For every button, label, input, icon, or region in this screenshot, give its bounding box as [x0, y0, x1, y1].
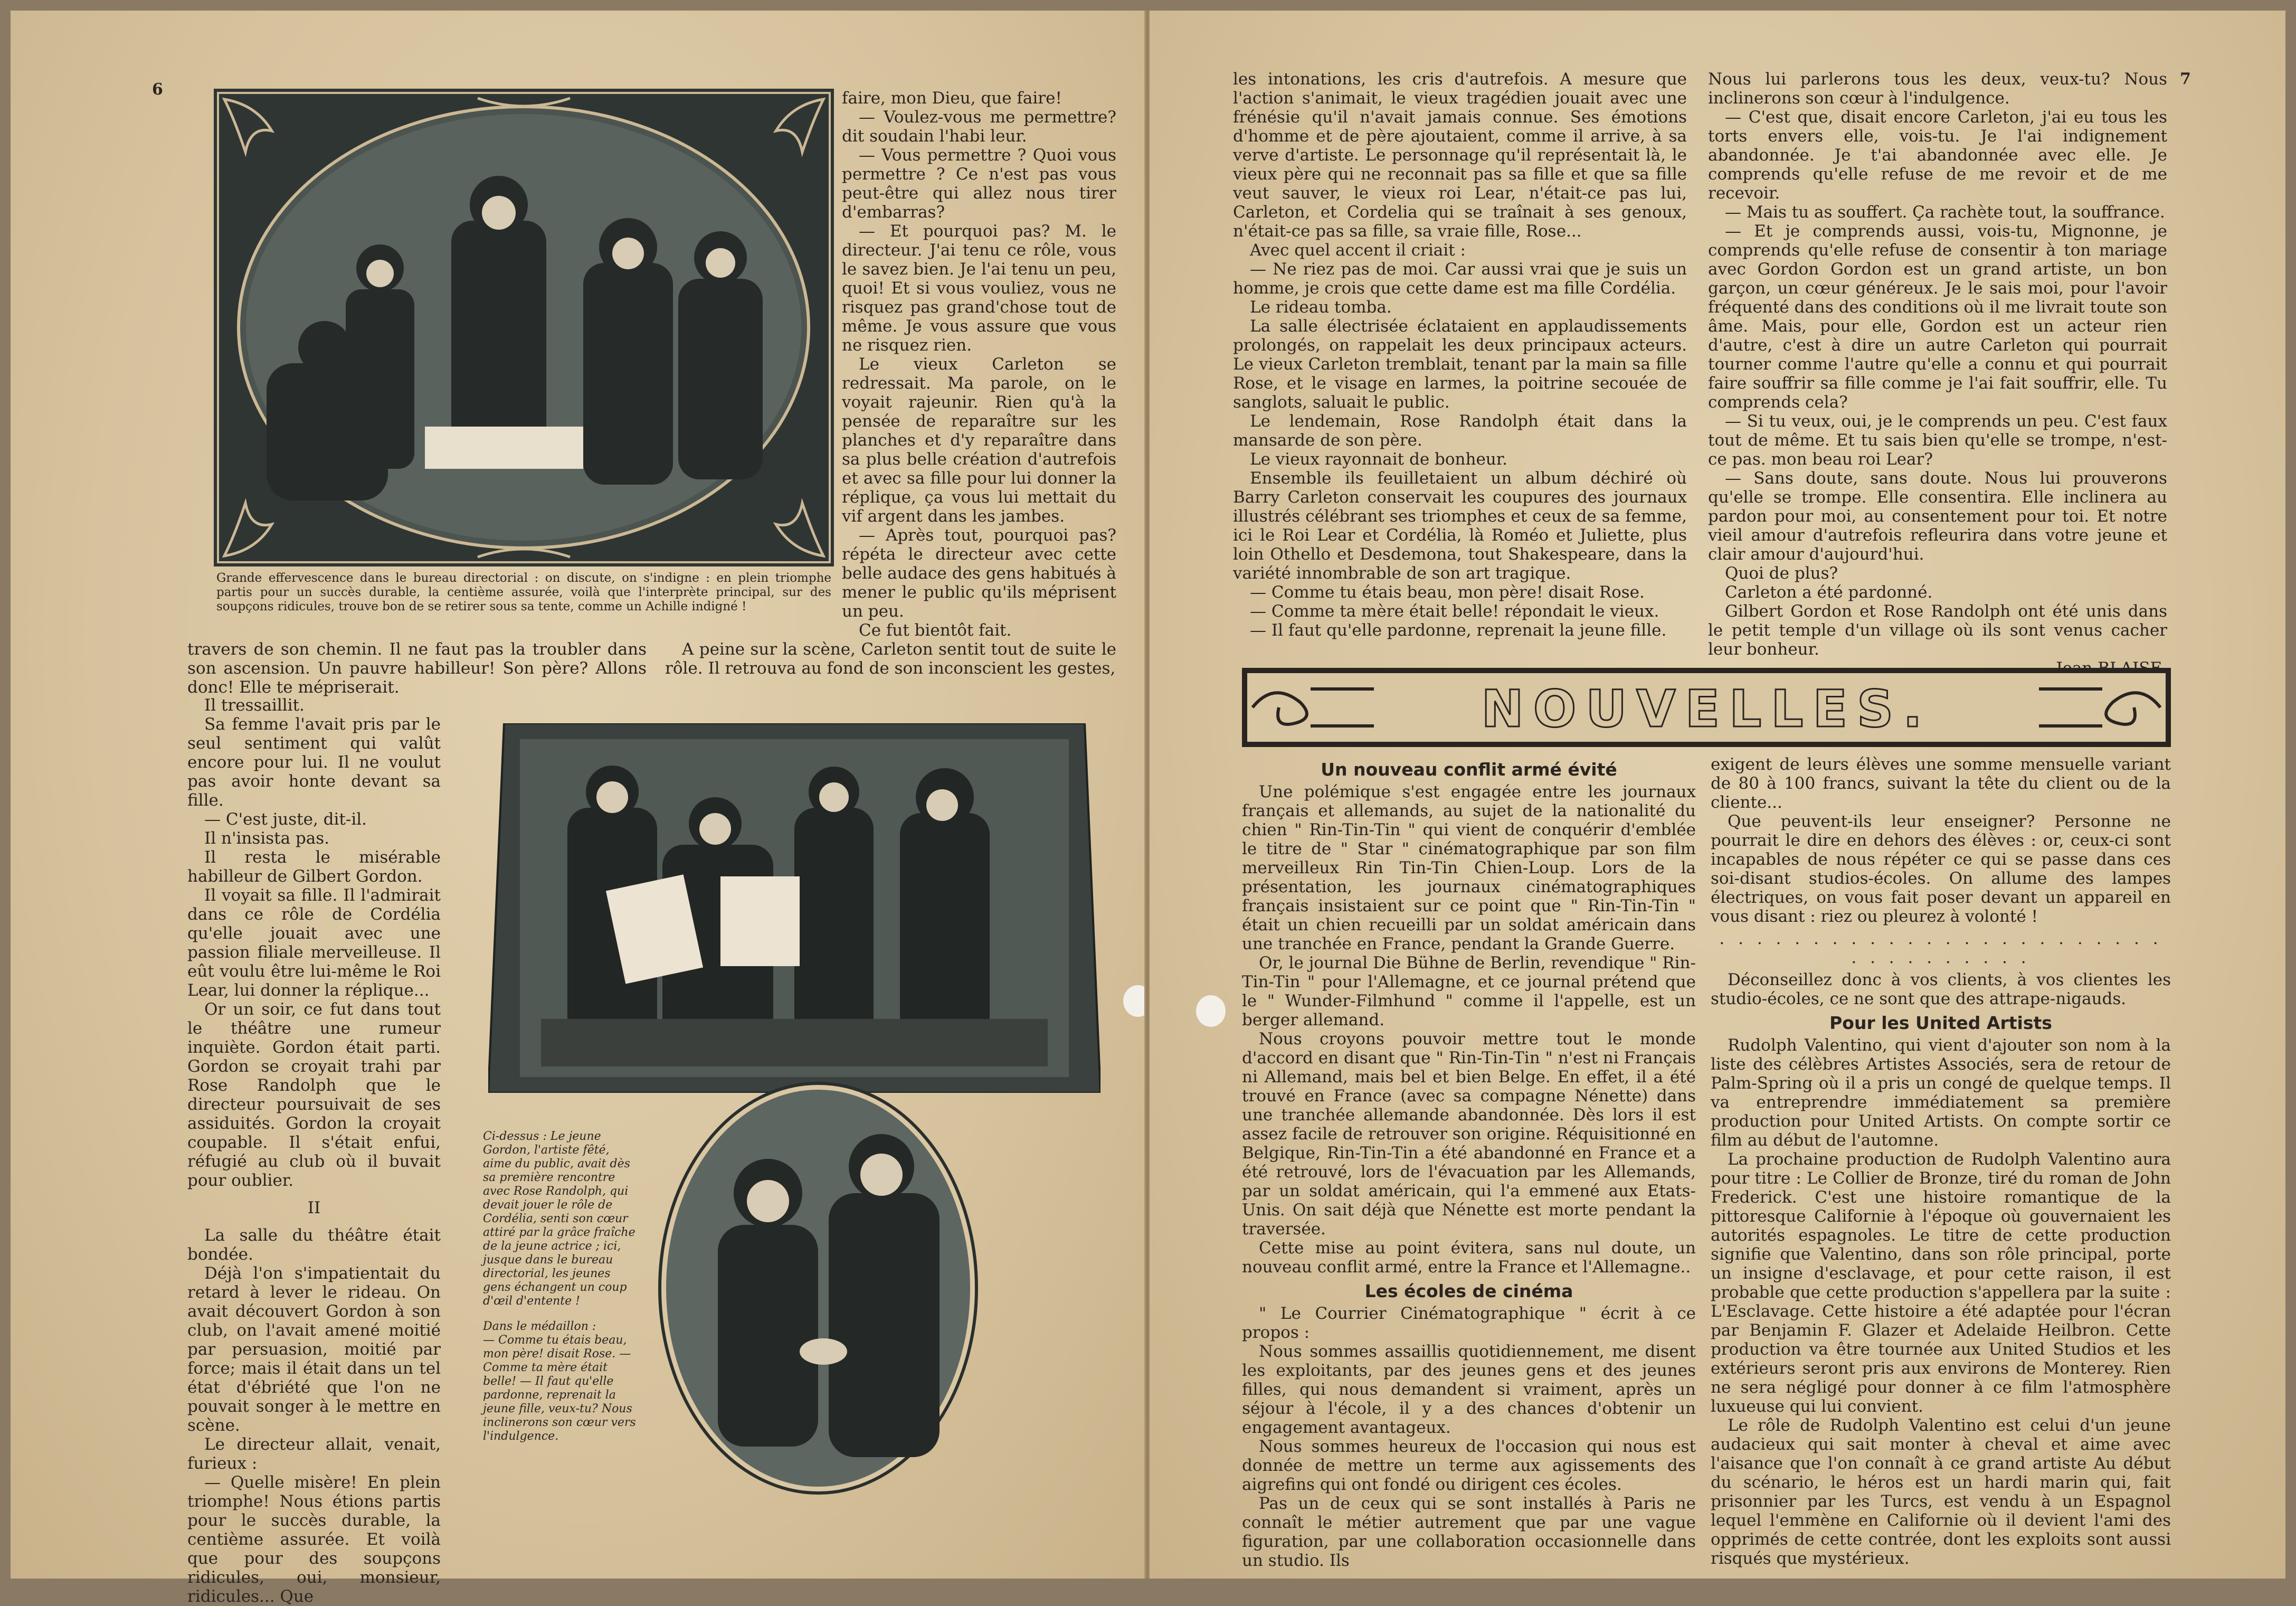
paragraph: La prochaine production de Rudolph Valentino aura pour titre : Le Collier de Bronze, tiré du roman de John Frederick. C'est une histoire romantique de la pittoresque Californie à l'époque où gouvernaient les autorités espagnoles. Le titre de cette production signifie que Valentino, dans son rôle principal, porte un insigne d'esclavage, et pour cette raison, il est probable que cette production s'appellera par la suite : L'Esclavage. Cette histoire a été adaptée pour l'écran par Benjamin F. Glazer et Adelaide Heilbron. Cette production va être tournée aux United Studios et les extérieurs seront pris aux environs de Monterey. Rien ne sera négligé pour donner à ce film l'atmosphère luxueuse qui lui convient. [1711, 1150, 2171, 1416]
page-number-right: 7 [2180, 70, 2191, 88]
paragraph: Ensemble ils feuilletaient un album déchiré où Barry Carleton conservait les coupures des journaux illustrés célébrant ses triomphes et ceux de sa femme, ici le Roi Lear et Cordélia, là Roméo et Juliette, plus loin Othello et Desdemona, tout Shakespeare, dans la variété innombrable de son art tragique. [1233, 469, 1687, 583]
medallion-photo [654, 1077, 982, 1499]
paragraph: Il voyait sa fille. Il l'admirait dans ce rôle de Cordélia qu'elle jouait avec une passion filiale merveilleuse. Il eût voulu être lui-même le Roi Lear, lui donner la réplique... [187, 886, 441, 1000]
paragraph: — Si tu veux, oui, je le comprends un peu. C'est faux tout de même. Et tu sais bien qu'elle se trompe, n'est-ce pas. mon beau roi Lear? [1708, 412, 2167, 469]
caption-text: — Comme tu étais beau, mon père! disait Rose. — Comme ta mère était belle! — Il faut qu'elle pardonne, reprenait la jeune fille, veux-tu? Nous inclinerons son cœur vers l'indulgence. [483, 1334, 636, 1443]
news-heading: Les écoles de cinéma [1364, 1281, 1573, 1301]
oval-photo-frame [214, 89, 834, 566]
paragraph: — Quelle misère! En plein triomphe! Nous étions partis pour le succès durable, la centième assurée. Et voilà que pour des soupçons ridicules, oui, monsieur, ridicules... Que [187, 1473, 441, 1606]
paragraph: Avec quel accent il criait : [1250, 241, 1466, 260]
caption-title: Dans le médaillon : [483, 1320, 596, 1333]
paragraph: — C'est juste, dit-il. [204, 810, 367, 829]
news-heading: Pour les United Artists [1829, 1013, 2052, 1033]
paragraph: Carleton a été pardonné. [1725, 583, 1933, 602]
paragraph: Que peuvent-ils leur enseigner? Personne ne pourrait le dire en dehors des élèves : or, ceux-ci sont incapables de nous répéter ce qui se passe dans ces soi-disant studios-écoles. On allume des lampes électriques, on vous fait poser devant un appareil en vous disant : riez ou pleurez à volonté ! [1711, 812, 2171, 926]
paragraph: faire, mon Dieu, que faire! [842, 89, 1062, 108]
paragraph: Il n'insista pas. [204, 829, 329, 848]
dot-separator: . . . . . . . . . . . . . . . . . . . . . . . . . . . . . . . . . . [1719, 929, 2162, 967]
paragraph: Cette mise au point évitera, sans nul doute, un nouveau conflit armé, entre la France et l'Allemagne.. [1242, 1239, 1696, 1277]
nouvelles-banner [1242, 668, 2171, 747]
paragraph: Le directeur allait, venait, furieux : [187, 1435, 441, 1473]
news-column-left [1242, 755, 1696, 1570]
paragraph: Or, le journal Die Bühne de Berlin, revendique " Rin-Tin-Tin " pour l'Allemagne, et ce journal prétend que le " Wunder-Filmhund " comme il l'appelle, est un berger allemand. [1242, 953, 1696, 1029]
paragraph: — Il faut qu'elle pardonne, reprenait la jeune fille. [1250, 621, 1667, 640]
paragraph: A peine sur la scène, Carleton sentit tout de suite le rôle. Il retrouva au fond de son inconscient les gestes, [665, 640, 1116, 678]
paragraph: Sa femme l'avait pris par le seul sentiment qui valût encore pour lui. Il ne voulut pas avoir honte devant sa fille. [187, 715, 441, 810]
paragraph: Nous sommes heureux de l'occasion qui nous est donnée de mettre un terme aux agissements des aigrefins qui ont fondé ou dirigent ces écoles. [1242, 1437, 1696, 1494]
paragraph: Une polémique s'est engagée entre les journaux français et allemands, au sujet de la nationalité du chien " Rin-Tin-Tin " qui vient de conquérir d'emblée le titre de " Star " cinématographique par son film merveilleux Rin Tin-Tin Chien-Loup. Lors de la présentation, les journaux cinématographiques français insistaient sur ce point que " Rin-Tin-Tin " était un chien recueilli par un soldat américain dans une tranchée en France, pendant la Grande Guerre. [1242, 782, 1696, 953]
text-column-story-left [1233, 70, 1687, 640]
paragraph: — Comme ta mère était belle! répondait le vieux. [1250, 602, 1659, 621]
paragraph: — Et pourquoi pas? M. le directeur. J'ai tenu ce rôle, vous le savez bien. Je l'ai tenu un peu, quoi! Et si vous vouliez, vous ne risquez pas grand'chose tout de même. Je vous assure que vous ne risquez rien. [842, 222, 1116, 355]
paragraph: Pas un de ceux qui se sont installés à Paris ne connaît le métier autrement que par une vague figuration, par une collaboration occasionnelle dans un studio. Ils [1242, 1494, 1696, 1570]
paragraph: La salle électrisée éclataient en applaudissements prolongés, on rappelait les deux principaux acteurs. Le vieux Carleton tremblait, tenant par la main sa fille Rose, et le visage en larmes, la poitrine secouée de sanglots, saluait le public. [1233, 317, 1687, 412]
text-column-story-right [1708, 70, 2167, 678]
section-mark: II [307, 1198, 321, 1217]
paragraph: travers de son chemin. Il ne faut pas la troubler dans son ascension. Un pauvre habilleur! Son père? Allons donc! Elle te mépriserait. [187, 640, 647, 697]
text-column-top-right [842, 89, 1116, 640]
paragraph: La salle du théâtre était bondée. [187, 1226, 441, 1264]
paragraph: Le lendemain, Rose Randolph était dans la mansarde de son père. [1233, 412, 1687, 450]
paragraph: — Ne riez pas de moi. Car aussi vrai que je suis un homme, je crois que cette dame est ma fille Cordélia. [1233, 260, 1687, 298]
paragraph: — Comme tu étais beau, mon père! disait Rose. [1250, 583, 1645, 602]
paragraph: — Et je comprends aussi, vois-tu, Mignonne, je comprends qu'elle refuse de consentir à ton mariage avec Gordon Gordon est un grand artiste, un bon garçon, un cœur généreux. Je le sais moi, pour l'avoir fréquenté dans des conditions où il me livrait toute son âme. Mais, pour elle, Gordon est un acteur rien d'autre, c'est à dire un autre Carleton qui pourrait tourner comme l'autre qu'elle a connu et qui pourrait faire souffrir sa fille comme je l'ai fait souffrir, elle. Tu comprends cela? [1708, 222, 2167, 412]
paragraph: Nous lui parlerons tous les deux, veux-tu? Nous inclinerons son cœur à l'indulgence. [1708, 70, 2167, 108]
paragraph: Il resta le misérable habilleur de Gilbert Gordon. [187, 848, 441, 886]
office-photo [488, 723, 1100, 1093]
paragraph: Déjà l'on s'impatientait du retard à lever le rideau. On avait découvert Gordon à son club, on l'avait amené moitié par persuasion, moitié par force; mais il était dans un tel état d'ébriété que l'on ne pouvait songer à le mettre en scène. [187, 1264, 441, 1435]
nouvelles-title: NOUVELLES. [1481, 679, 1932, 739]
paragraph: — Après tout, pourquoi pas? répéta le directeur avec cette belle audace des gens habitués à mener le public qu'ils méprisent un peu. [842, 526, 1116, 621]
paragraph: " Le Courrier Cinématographique " écrit à ce propos : [1242, 1304, 1696, 1342]
paragraph: Il tressaillit. [204, 696, 305, 715]
paragraph: Déconseillez donc à vos clients, à vos clientes les studio-écoles, ce ne sont que des attrape-nigauds. [1711, 970, 2171, 1008]
side-caption [483, 1130, 636, 1443]
paragraph: Le vieux rayonnait de bonheur. [1250, 450, 1508, 469]
paragraph: Gilbert Gordon et Rose Randolph ont été unis dans le petit temple d'un village où ils sont venus cacher leur bonheur. [1708, 602, 2167, 659]
caption-text: Ci-dessus : Le jeune Gordon, l'artiste fêté, aime du public, avait dès sa première rencontre avec Rose Randolph, qui devait jouer le rôle de Cordélia, senti son cœur attiré par la grâce fraîche de la jeune actrice ; ici, jusque dans le bureau directorial, les jeunes gens échangent un coup d'œil d'entente ! [483, 1130, 635, 1308]
paragraph: Nous croyons pouvoir mettre tout le monde d'accord en disant que " Rin-Tin-Tin " n'est ni Français ni Allemand, mais bel et bien Belge. En effet, il a été trouvé en France (avec sa compagne Nénette) dans une tranchée allemande abandonnée. Dès lors il est assez facile de retrouver son origine. Réquisitionné en Belgique, Rin-Tin-Tin a été abandonné en France et a été retrouvé, lors de l'évacuation par les Allemands, par un soldat américain, qui l'a emmené aux Etats-Unis. On sait déjà que Nénette est morte pendant la traversée. [1242, 1029, 1696, 1239]
news-column-right [1711, 755, 2171, 1568]
paragraph: Ce fut bientôt fait. [859, 621, 1012, 640]
punch-hole [1196, 995, 1226, 1027]
paragraph: Le rôle de Rudolph Valentino est celui d'un jeune audacieux qui sait monter à cheval et aime avec l'aisance que l'on connaît à ce grand artiste Au début du scénario, le héros est un hardi marin qui, fait prisonnier par les Turcs, est vendu à un Espagnol lequel l'emmène en Californie où il devient l'ami des opprimés de cette contrée, dont les exploits sont aussi risqués que mystérieux. [1711, 1416, 2171, 1568]
page-number-left: 6 [152, 80, 163, 99]
text-column-mid-left-top [187, 640, 647, 697]
paragraph: les intonations, les cris d'autrefois. A mesure que l'action s'animait, le vieux tragédien jouait avec une frénésie qu'il n'avait jamais connue. Ses émotions d'homme et de père ajoutaient, comme il arrive, à sa verve d'artiste. Le personnage qu'il représentait là, le vieux père qui ne reconnait pas sa fille et que sa fille veut sauver, le vieux roi Lear, n'était-ce pas lui, Carleton, et Cordelia qui se traînait à ses genoux, n'était-ce pas sa fille, sa vraie fille, Rose... [1233, 70, 1687, 241]
paragraph: — Mais tu as souffert. Ça rachète tout, la souffrance. [1725, 203, 2165, 222]
text-continuation [665, 640, 1116, 678]
paragraph: Rudolph Valentino, qui vient d'ajouter son nom à la liste des célèbres Artistes Associés, sera de retour de Palm-Spring où il a pris un congé de quelque temps. Il va entreprendre immédiatement sa première production pour United Artists. On compte sortir ce film au début de l'automne. [1711, 1036, 2171, 1150]
paragraph: Le rideau tomba. [1250, 298, 1392, 317]
paragraph: — C'est que, disait encore Carleton, j'ai eu tous les torts envers elle, vois-tu. Je l'ai indignement abandonnée. Je t'ai abandonnée avec elle. Je comprends qu'elle refuse de me revoir et de me recevoir. [1708, 108, 2167, 203]
right-page [1150, 11, 2285, 1579]
news-heading: Un nouveau conflit armé évité [1321, 759, 1617, 780]
left-page [11, 11, 1145, 1606]
photo-caption-top: Grande effervescence dans le bureau directorial : on discute, on s'indigne : en plein triomphe partis pour un succès durable, la centième assurée, voilà que l'interprète principal, sur des soupçons ridicules, trouve bon de se retirer sous sa tente, comme un Achille indigné ! [216, 571, 831, 613]
paragraph: Le vieux Carleton se redressait. Ma parole, on le voyait rajeunir. Rien qu'à la pensée de reparaître sur les planches et d'y reparaître dans sa plus belle création d'autrefois et avec sa fille pour lui donner la réplique, ça vous lui mettait du vif argent dans les jambes. [842, 355, 1116, 526]
paragraph: — Voulez-vous me permettre? dit soudain l'habi leur. [842, 108, 1116, 146]
paragraph: — Sans doute, sans doute. Nous lui prouverons qu'elle se trompe. Elle consentira. Elle inclinera au pardon pour moi, au consentement pour toi. Et notre vieil amour d'autrefois refleurira dans votre jeune et clair amour d'aujourd'hui. [1708, 469, 2167, 564]
paragraph: Or un soir, ce fut dans tout le théâtre une rumeur inquiète. Gordon était parti. Gordon se croyait trahi par Rose Randolph que le directeur poursuivait de ses assiduités. Gordon la croyait coupable. Il s'était enfui, réfugié au club où il buvait pour oublier. [187, 1000, 441, 1190]
paragraph: exigent de leurs élèves une somme mensuelle variant de 80 à 100 francs, suivant la tête du client ou de la cliente... [1711, 755, 2171, 812]
paragraph: — Vous permettre ? Quoi vous permettre ? Ce n'est pas vous peut-être qui allez nous tirer d'embarras? [842, 146, 1116, 222]
paragraph: Nous sommes assaillis quotidiennement, me disent les exploitants, par des jeunes gens et des jeunes filles, qui nous demandent si vraiment, après un séjour à l'école, il y a des chances d'obtenir un engagement avantageux. [1242, 1342, 1696, 1437]
text-column-mid-left [187, 696, 441, 1606]
paragraph: Quoi de plus? [1725, 564, 1838, 583]
